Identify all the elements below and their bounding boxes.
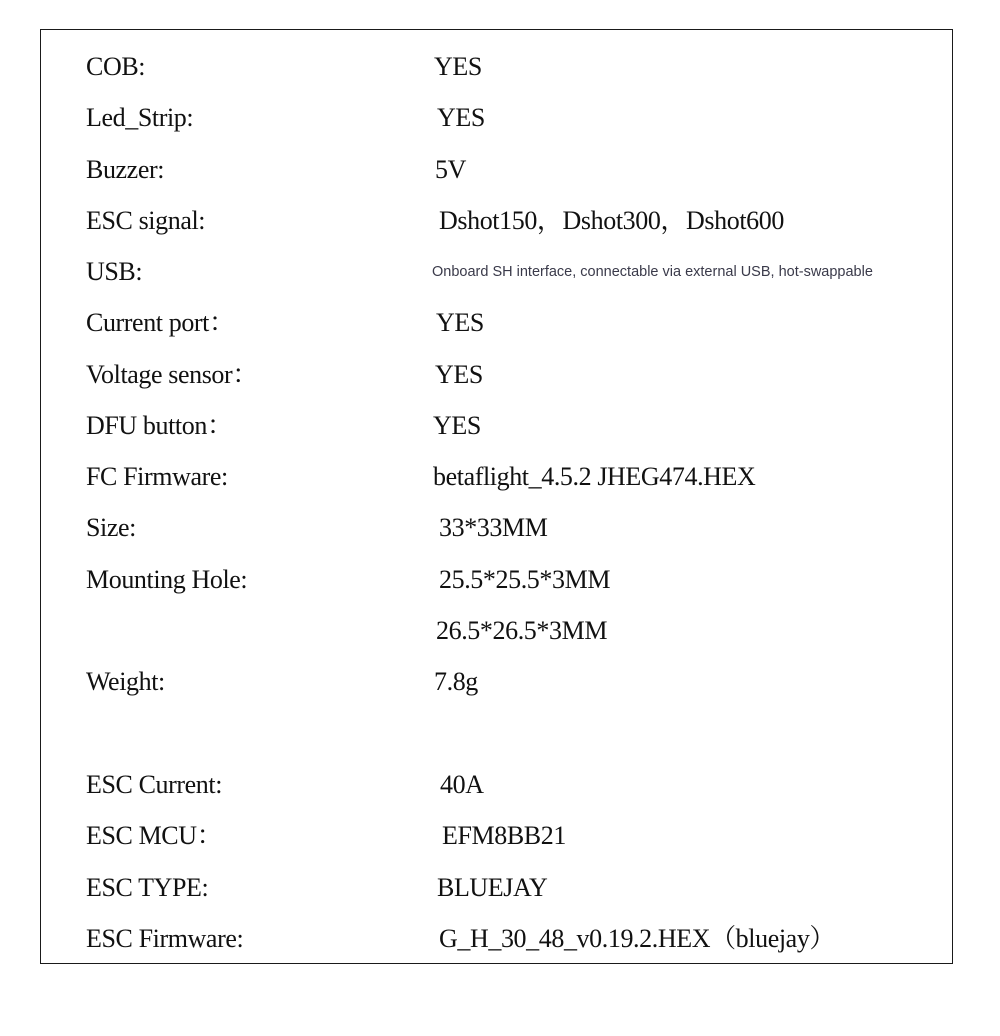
spec-row-mounting-hole xyxy=(41,560,952,600)
spec-label: ESC Current: xyxy=(86,770,223,799)
spec-row-usb xyxy=(41,252,952,292)
spec-row-fc-firmware xyxy=(41,457,952,497)
spec-label: ESC Firmware: xyxy=(86,924,244,953)
spec-value: Dshot150，Dshot300，Dshot600 xyxy=(439,206,784,235)
spec-value: 5V xyxy=(435,155,466,184)
spec-row-voltage-sensor xyxy=(41,355,952,395)
spec-row-dfu-button xyxy=(41,406,952,446)
spec-value: YES xyxy=(434,52,482,81)
spec-label: Weight: xyxy=(86,667,165,696)
spec-label: USB: xyxy=(86,257,143,286)
spec-label: COB: xyxy=(86,52,146,81)
spec-label: Size: xyxy=(86,513,136,542)
spec-row-esc-signal xyxy=(41,201,952,241)
spec-label: ESC MCU： xyxy=(86,821,223,850)
spec-value: 33*33MM xyxy=(439,513,548,542)
spec-row-esc-firmware xyxy=(41,919,952,959)
spec-label: ESC signal: xyxy=(86,206,206,235)
spec-row-size xyxy=(41,508,952,548)
spec-label: DFU button： xyxy=(86,411,233,440)
spec-row-weight xyxy=(41,662,952,702)
spec-value: YES xyxy=(436,308,484,337)
spec-row-esc-mcu xyxy=(41,816,952,856)
spec-value: YES xyxy=(433,411,481,440)
spec-value: EFM8BB21 xyxy=(442,821,566,850)
spec-label: ESC TYPE: xyxy=(86,873,209,902)
spec-label: Mounting Hole: xyxy=(86,565,248,594)
spec-value: 26.5*26.5*3MM xyxy=(436,616,608,645)
spec-value: YES xyxy=(435,360,483,389)
spec-row-led-strip xyxy=(41,98,952,138)
spec-label: Voltage sensor： xyxy=(86,360,258,389)
spec-row-current-port xyxy=(41,303,952,343)
spec-table xyxy=(40,29,953,964)
spec-value: G_H_30_48_v0.19.2.HEX（bluejay） xyxy=(439,924,836,953)
spec-value: 25.5*25.5*3MM xyxy=(439,565,611,594)
spec-value: 40A xyxy=(440,770,484,799)
spec-label: FC Firmware: xyxy=(86,462,228,491)
spec-row-esc-current xyxy=(41,765,952,805)
spec-row-cob xyxy=(41,47,952,87)
spec-label: Buzzer: xyxy=(86,155,165,184)
spec-row-buzzer xyxy=(41,150,952,190)
spec-label: Current port： xyxy=(86,308,235,337)
spec-value: BLUEJAY xyxy=(437,873,548,902)
spec-value: YES xyxy=(437,103,485,132)
spec-value: betaflight_4.5.2 JHEG474.HEX xyxy=(433,462,756,491)
spec-label: Led_Strip: xyxy=(86,103,194,132)
spec-value: Onboard SH interface, connectable via external USB, hot-swappable xyxy=(432,264,873,280)
spec-value: 7.8g xyxy=(434,667,478,696)
spec-row-esc-type xyxy=(41,868,952,908)
spec-row-mounting-hole-alt xyxy=(41,611,952,651)
